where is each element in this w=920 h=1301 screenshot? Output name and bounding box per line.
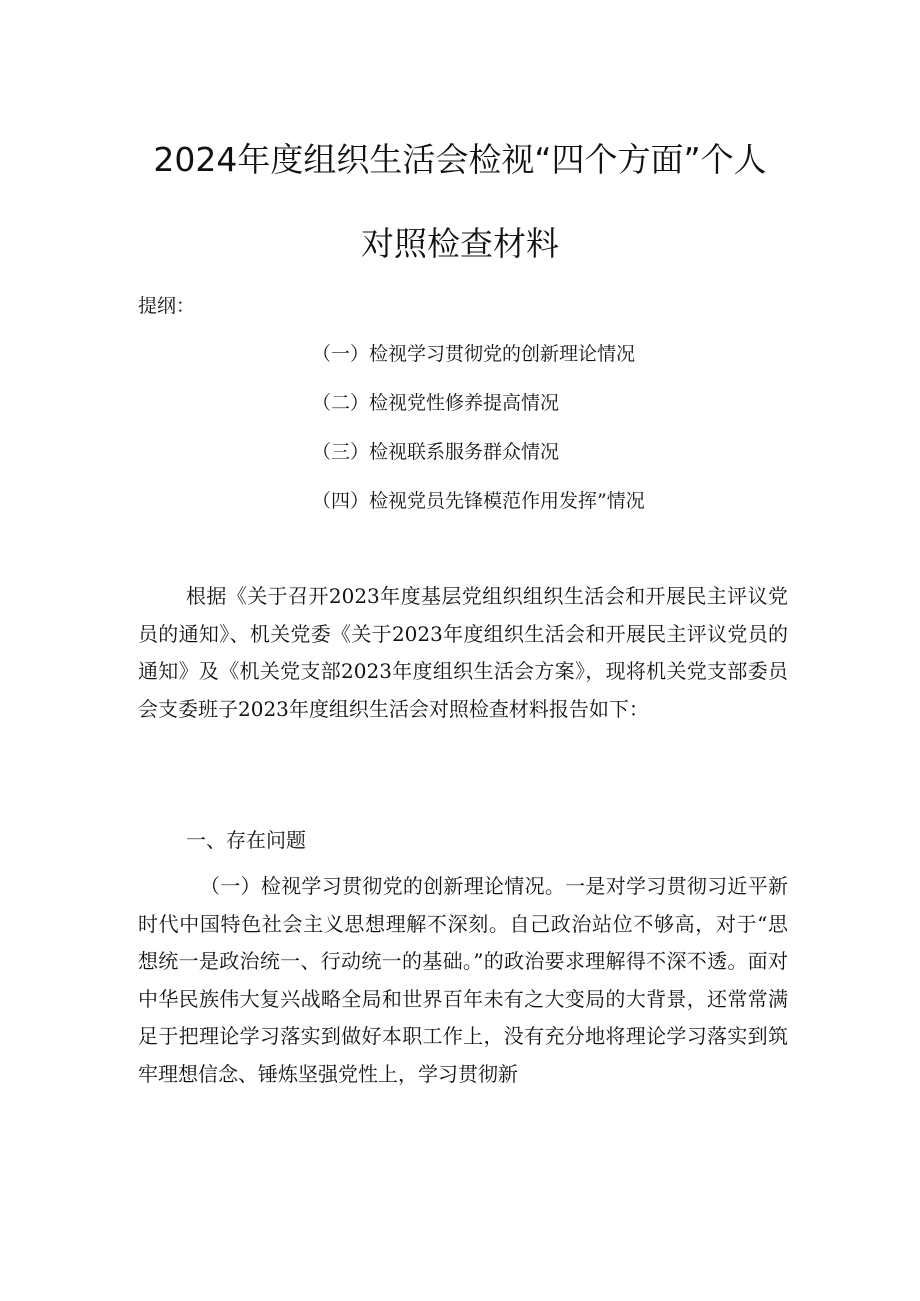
outline-item: （二）检视党性修养提高情况 (312, 392, 560, 414)
document-title-line-1: 2024年度组织生活会检视“四个方面”个人 (153, 140, 767, 179)
outline-label: 提纲： (138, 295, 196, 317)
outline-item: （三）检视联系服务群众情况 (312, 441, 560, 463)
outline-list (312, 339, 645, 535)
intro-paragraph: 根据《关于召开2023年度基层党组织组织生活会和开展民主评议党员的通知》、机关党委《关于2023年度组织生活会和开展民主评议党员的通知》及《机关党支部2023年度组织生活会方案》，现将机关党支部委员会支委班子2023年度组织生活会对照检查材料报告如下： (138, 584, 788, 721)
section-heading: 一、存在问题 (186, 828, 306, 852)
document-title-line-2: 对照检查材料 (361, 224, 559, 263)
outline-item: （四）检视党员先锋模范作用发挥”情况 (312, 490, 645, 512)
outline-item: （一）检视学习贯彻党的创新理论情况 (312, 343, 636, 365)
section-paragraph: （一）检视学习贯彻党的创新理论情况。一是对学习贯彻习近平新时代中国特色社会主义思想理解不深刻。自己政治站位不够高，对于“思想统一是政治统一、行动统一的基础。”的政治要求理解得不深不透。面对中华民族伟大复兴战略全局和世界百年未有之大变局的大背景，还常常满足于把理论学习落实到做好本职工作上，没有充分地将理论学习落实到筑牢理想信念、锤炼坚强党性上，学习贯彻新 (138, 874, 788, 1086)
